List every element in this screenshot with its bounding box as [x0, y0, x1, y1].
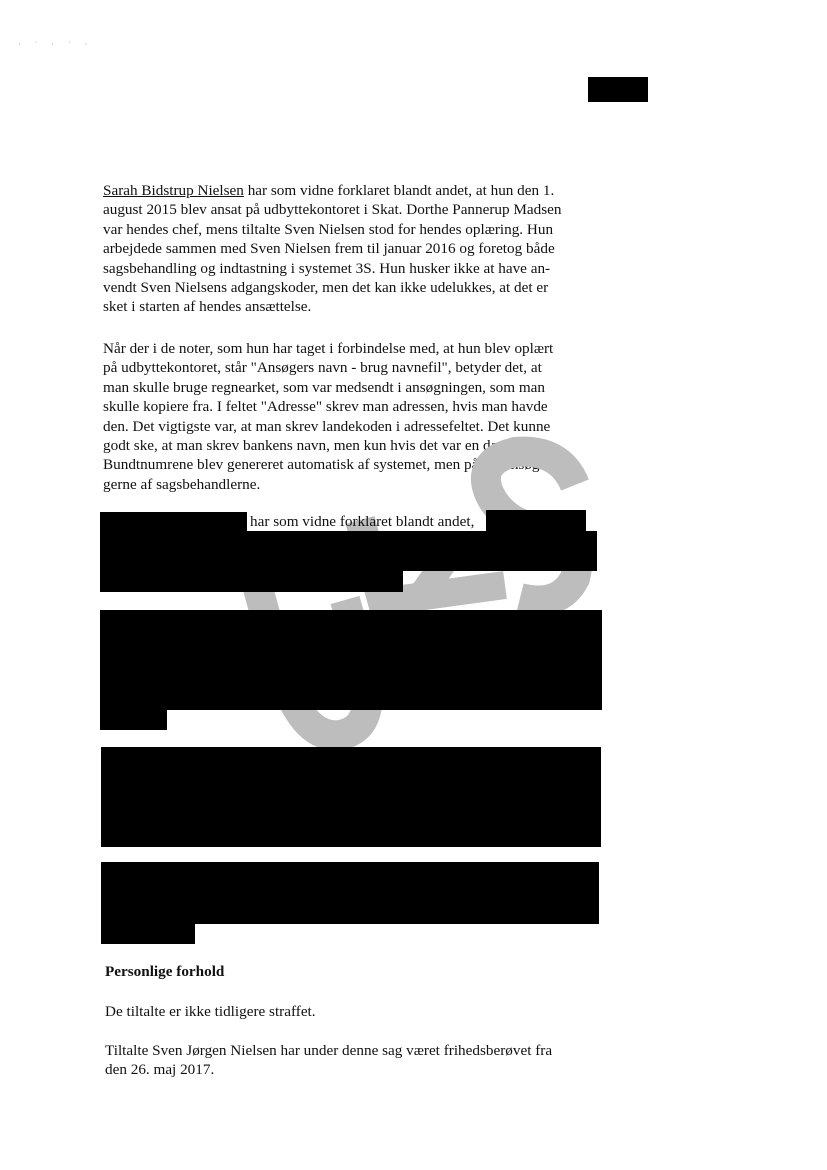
paragraph-custody [105, 1041, 595, 1080]
section-heading: Personlige forhold [105, 963, 225, 980]
paragraph-line: var hendes chef, mens tiltalte Sven Nielsen stod for hendes oplæring. Hun [103, 220, 554, 238]
paragraph-line: sket i starten af hendes ansættelse. [103, 298, 312, 316]
paragraph-line: august 2015 blev ansat på udbyttekontoret i Skat. Dorthe Pannerup Madsen [103, 201, 562, 219]
paragraph-line: Bundtnumrene blev genereret automatisk af systemet, men påført ansøgnin- [103, 456, 564, 474]
paragraph-line: De tiltalte er ikke tidligere straffet. [105, 1003, 316, 1020]
paragraph-line: den 26. maj 2017. [105, 1061, 215, 1079]
paragraph-line: Når der i de noter, som hun har taget i forbindelse med, at hun blev oplært [103, 340, 554, 357]
redaction-line-2 [100, 531, 597, 571]
paragraph-line: arbejdede sammen med Sven Nielsen frem til januar 2016 og foretog både [103, 240, 555, 258]
redaction-block-3-tail [101, 922, 195, 944]
paragraph-line: skulle kopiere fra. I feltet "Adresse" skrev man adressen, hvis man havde [103, 398, 548, 416]
paragraph-line: den. Det vigtigste var, at man skrev landekoden i adressefeltet. Det kunne [103, 417, 551, 435]
redaction-block-1 [100, 610, 602, 710]
paragraph-line: man skulle bruge regnearket, som var medsendt i ansøgningen, som man [103, 378, 546, 396]
first-line-rest: har som vidne forklaret blandt andet, at hun den 1. [243, 182, 555, 199]
paragraph-line: gerne af sagsbehandlerne. [103, 475, 261, 493]
paragraph-line: godt ske, at man skrev bankens navn, men kun hvis det var en dansk bank. [103, 437, 556, 455]
paragraph-line: på udbyttekontoret, står "Ansøgers navn - brug navnefil", betyder det, at [103, 359, 542, 377]
redaction-name [100, 512, 247, 532]
paragraph-line: vendt Sven Nielsens adgangskoder, men det kan ikke udelukkes, at det er [103, 279, 549, 297]
redaction-block-2 [101, 747, 601, 847]
redaction-line-end [486, 510, 586, 532]
paragraph-line: Tiltalte Sven Jørgen Nielsen har under denne sag været frihedsberøvet fra [105, 1042, 553, 1059]
redaction-block-3 [101, 862, 599, 924]
paragraph-line: sagsbehandling og indtastning i systemet 3S. Hun husker ikke at have an- [103, 259, 551, 277]
paragraph-prior-record [105, 1002, 595, 1021]
witness-name: Sarah Bidstrup Nielsen [103, 182, 244, 199]
scan-specks: · ˙ · ˙ · [18, 40, 94, 49]
redaction-block-1-tail [100, 708, 167, 730]
partial-visible-text: har som vidne forklaret blandt andet, [250, 513, 475, 530]
redaction-line-3 [100, 570, 403, 592]
